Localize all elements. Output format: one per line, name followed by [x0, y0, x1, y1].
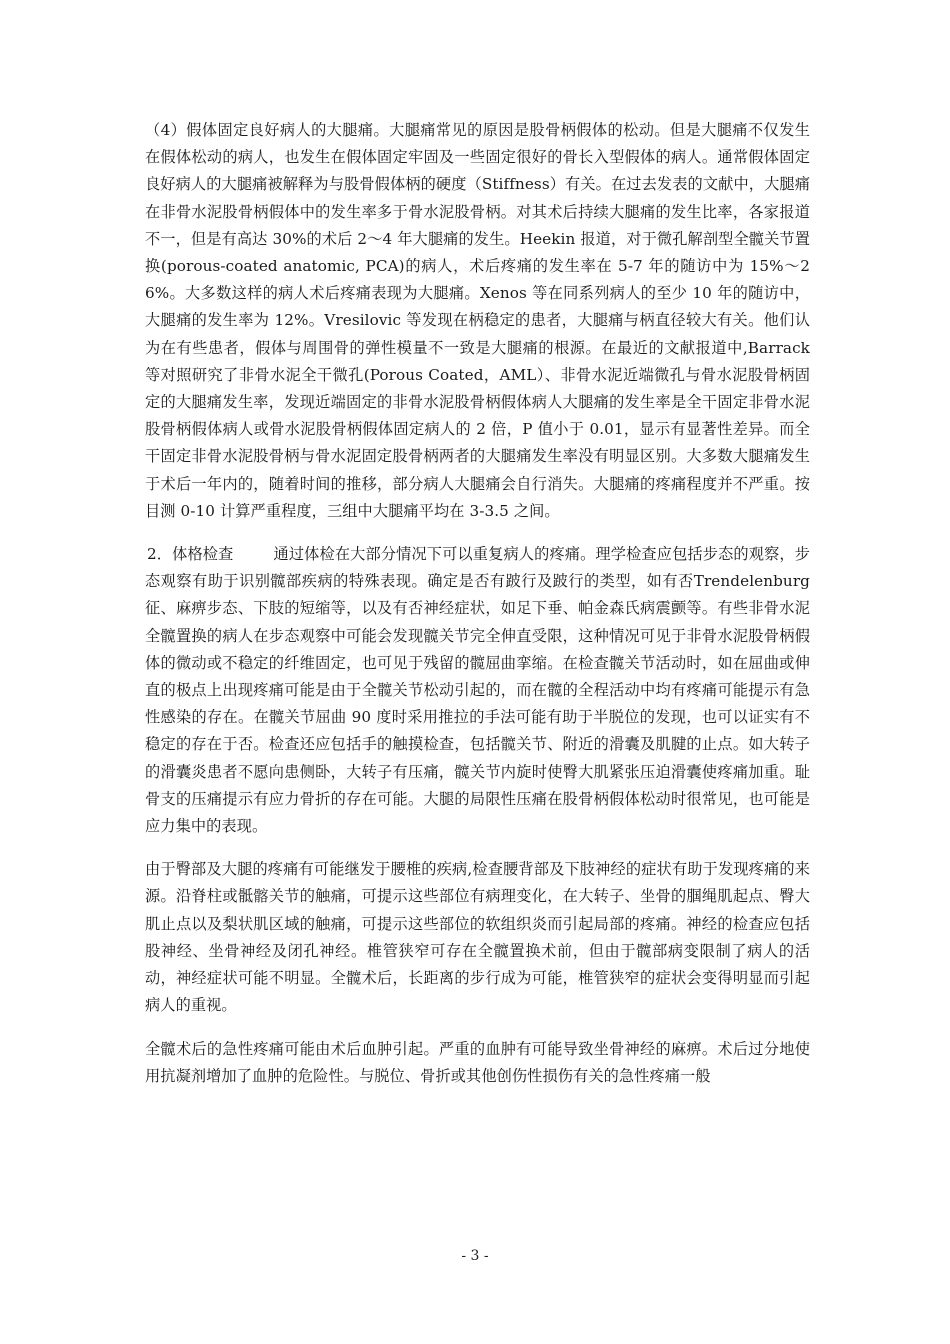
paragraph-acute-pain: 全髋术后的急性疼痛可能由术后血肿引起。严重的血肿有可能导致坐骨神经的麻痹。术后过分地使用抗凝剂增加了血肿的危险性。与脱位、骨折或其他创伤性损伤有关的急性疼痛一般: [145, 1039, 810, 1085]
section-heading-physical-exam: 2．体格检查: [147, 545, 234, 564]
page-number: - 3 -: [461, 1248, 489, 1264]
paragraph-thigh-pain: （4）假体固定良好病人的大腿痛。大腿痛常见的原因是股骨柄假体的松动。但是大腿痛不仅发生在假体松动的病人，也发生在假体固定牢固及一些固定很好的骨长入型假体的病人。通常假体固定良好病人的大腿痛被解释为与股骨假体柄的硬度（Stiffness）有关。在过去发表的文献中，大腿痛在非骨水泥股骨柄假体中的发生率多于骨水泥股骨柄。对其术后持续大腿痛的发生比率，各家报道不一，但是有高达 30%的术后 2～4 年大腿痛的发生。Heekin 报道，对于微孔解剖型全髋关节置换(porous-coated anatomic, PCA)的病人，术后疼痛的发生率在 5-7 年的随访中为 15%～26%。大多数这样的病人术后疼痛表现为大腿痛。Xenos 等在同系列病人的至少 10 年的随访中，大腿痛的发生率为 12%。Vresilovic 等发现在柄稳定的患者，大腿痛与柄直径较大有关。他们认为在有些患者，假体与周围骨的弹性模量不一致是大腿痛的根源。在最近的文献报道中,Barrack 等对照研究了非骨水泥全干微孔(Porous Coated，AML）、非骨水泥近端微孔与骨水泥股骨柄固定的大腿痛发生率，发现近端固定的非骨水泥股骨柄假体病人大腿痛的发生率是全干固定非骨水泥股骨柄假体病人或骨水泥股骨柄假体固定病人的 2 倍，P 值小于 0.01，显示有显著性差异。而全干固定非骨水泥股骨柄与骨水泥固定股骨柄两者的大腿痛发生率没有明显区别。大多数大腿痛发生于术后一年内的，随着时间的推移，部分病人大腿痛会自行消失。大腿痛的疼痛程度并不严重。按目测 0-10 计算严重程度，三组中大腿痛平均在 3-3.5 之间。: [145, 121, 810, 520]
document-body: [145, 117, 810, 1090]
paragraph-physical-exam: [145, 541, 810, 840]
paragraph-spine-neuro: 由于臀部及大腿的疼痛有可能继发于腰椎的疾病,检查腰背部及下肢神经的症状有助于发现疼痛的来源。沿脊柱或骶髂关节的触痛，可提示这些部位有病理变化，在大转子、坐骨的腘绳肌起点、臀大肌止点以及梨状肌区域的触痛，可提示这些部位的软组织炎而引起局部的疼痛。神经的检查应包括股神经、坐骨神经及闭孔神经。椎管狭窄可存在全髋置换术前，但由于髋部病变限制了病人的活动，神经症状可能不明显。全髋术后，长距离的步行成为可能，椎管狭窄的症状会变得明显而引起病人的重视。: [145, 860, 810, 1015]
physical-exam-body: 通过体检在大部分情况下可以重复病人的疼痛。理学检查应包括步态的观察，步态观察有助于识别髋部疾病的特殊表现。确定是否有跛行及跛行的类型，如有否Trendelenburg 征、麻痹步态、下肢的短缩等，以及有否神经症状，如足下垂、帕金森氏病震颤等。有些非骨水泥全髋置换的病人在步态观察中可能会发现髋关节完全伸直受限，这种情况可见于非骨水泥股骨柄假体的微动或不稳定的纤维固定，也可见于残留的髋屈曲挛缩。在检查髋关节活动时，如在屈曲或伸直的极点上出现疼痛可能是由于全髋关节松动引起的，而在髋的全程活动中均有疼痛可能提示有急性感染的存在。在髋关节屈曲 90 度时采用推拉的手法可能有助于半脱位的发现，也可以证实有不稳定的存在于否。检查还应包括手的触摸检查，包括髋关节、附近的滑囊及肌腱的止点。如大转子的滑囊炎患者不愿向患侧卧，大转子有压痛，髋关节内旋时使臀大肌紧张压迫滑囊使疼痛加重。耻骨支的压痛提示有应力骨折的存在可能。大腿的局限性压痛在股骨柄假体松动时很常见，也可能是应力集中的表现。: [145, 545, 811, 836]
